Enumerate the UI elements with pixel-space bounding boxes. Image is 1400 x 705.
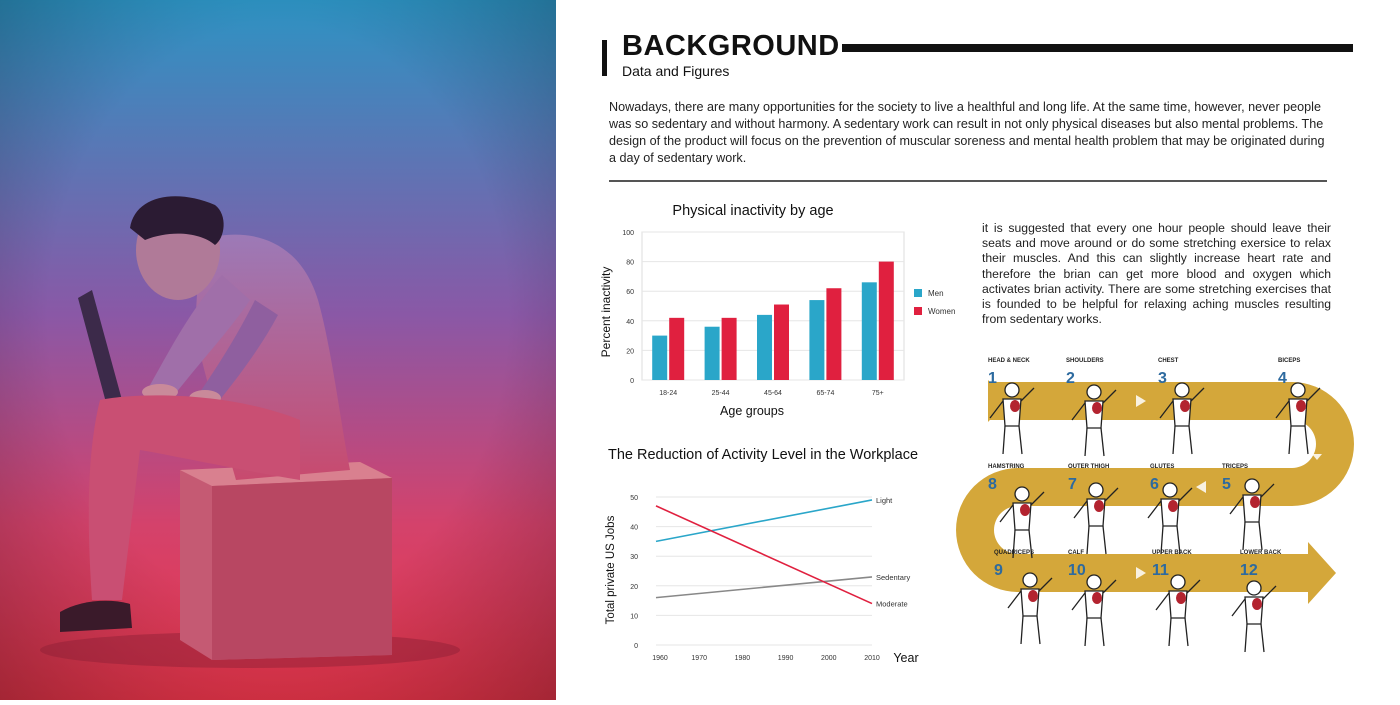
bar-chart-physical-inactivity	[586, 196, 956, 422]
stretch-number: 9	[994, 562, 1003, 579]
stretch-label: UPPER BACK	[1152, 550, 1192, 556]
stretch-label: CALF	[1068, 550, 1084, 556]
stretch-label: LOWER BACK	[1240, 550, 1282, 556]
stretch-label: HEAD & NECK	[988, 358, 1030, 364]
stretch-recommendation-text: it is suggested that every one hour people should leave their seats and move around or do some stretching exersice to relax their muscles. And this can slightly increase heart rate and therefore the brian can get more blood and oxygen which activates brian activity. There are some stretching exercises that is founded to be helpful for relaxing aching muscles resulting from sedentary works.	[982, 221, 1331, 327]
bar-xtick-label: 45-64	[764, 390, 782, 397]
line-xtick-label: 1990	[777, 655, 794, 662]
stretch-label: BICEPS	[1278, 358, 1301, 364]
legend-swatch-women	[914, 307, 922, 315]
bar-ytick-label: 0	[630, 378, 634, 385]
stretch-number: 8	[988, 476, 997, 493]
bar-men-75+	[862, 282, 877, 380]
bar-women-45-64	[774, 305, 789, 380]
man-on-laptop-illustration	[0, 0, 556, 700]
stretch-label: CHEST	[1158, 358, 1179, 364]
line-xtick-label: 1960	[652, 655, 668, 662]
line-chart-title: The Reduction of Activity Level in the Workplace	[607, 447, 919, 463]
line-xtick-label: 2010	[864, 655, 880, 662]
stretch-label: GLUTES	[1150, 464, 1175, 470]
stretch-number: 12	[1240, 562, 1258, 579]
header-rule	[842, 44, 1353, 52]
stretch-number: 11	[1152, 562, 1169, 579]
bar-ytick-label: 40	[626, 318, 634, 326]
bar-xtick-label: 18-24	[659, 390, 678, 397]
stretch-label: OUTER THIGH	[1068, 464, 1110, 470]
line-xtick-label: 1970	[691, 655, 707, 662]
stretch-number: 4	[1278, 370, 1287, 387]
line-chart-xlabel: Year	[893, 651, 919, 665]
bar-xtick-label: 65-74	[816, 390, 835, 397]
section-divider	[609, 180, 1327, 182]
stretch-number: 3	[1158, 370, 1167, 387]
line-label-light: Light	[876, 495, 893, 505]
line-ytick-label: 50	[630, 495, 638, 502]
content-page	[556, 0, 1400, 700]
stretch-label: QUADRICEPS	[994, 550, 1035, 556]
stretch-number: 7	[1068, 476, 1077, 493]
stretch-number: 1	[988, 370, 997, 387]
page-subtitle: Data and Figures	[622, 63, 730, 79]
stretch-label: HAMSTRING	[988, 464, 1025, 470]
bar-xtick-label: 75+	[871, 390, 884, 397]
line-ytick-label: 0	[634, 643, 638, 650]
legend-swatch-men	[914, 289, 922, 297]
line-label-moderate: Moderate	[876, 599, 908, 609]
bar-women-25-44	[722, 318, 737, 380]
line-ytick-label: 20	[630, 583, 638, 591]
line-ytick-label: 10	[630, 613, 638, 621]
stretch-label: TRICEPS	[1222, 464, 1249, 470]
page-title: BACKGROUND	[622, 30, 840, 62]
bar-ytick-label: 100	[622, 230, 634, 237]
bar-chart-title: Physical inactivity by age	[672, 203, 834, 219]
line-chart-ylabel: Total private US Jobs	[605, 515, 617, 625]
bar-women-75+	[879, 262, 894, 380]
intro-paragraph: Nowadays, there are many opportunities for the society to live a healthful and long life. At the same time, however, never people was so sedentary and without harmony. A sedentary work can result in not only physical diseases but also mental problems. The design of the product will focus on the prevention of muscular soreness and mental health problem that may be originated during a day of sedentary work.	[609, 100, 1325, 165]
line-series-sedentary	[656, 577, 872, 598]
bar-men-65-74	[809, 300, 824, 380]
bar-ytick-label: 60	[626, 289, 634, 297]
bar-men-18-24	[652, 336, 667, 380]
bar-women-18-24	[669, 318, 684, 380]
bar-chart-ylabel: Percent inactivity	[599, 266, 613, 358]
line-chart-activity-reduction	[592, 440, 952, 672]
stretch-number: 10	[1068, 562, 1086, 579]
stretch-number: 2	[1066, 370, 1075, 387]
line-ytick-label: 40	[630, 524, 638, 532]
line-xtick-label: 1980	[734, 655, 751, 662]
stretch-label: SHOULDERS	[1066, 358, 1104, 364]
bar-chart-xlabel: Age groups	[720, 404, 784, 418]
stretch-number: 6	[1150, 476, 1159, 493]
bar-men-45-64	[757, 315, 772, 380]
legend-label-women: Women	[928, 307, 956, 316]
bar-ytick-label: 80	[626, 259, 634, 267]
bar-men-25-44	[705, 327, 720, 380]
stretch-exercises-infographic	[982, 350, 1346, 668]
stretch-number: 5	[1222, 476, 1231, 493]
bar-ytick-label: 20	[626, 348, 634, 356]
title-accent-bar	[602, 40, 607, 76]
bar-women-65-74	[826, 288, 841, 380]
hero-photo	[0, 0, 556, 700]
bar-xtick-label: 25-44	[711, 390, 730, 397]
line-ytick-label: 30	[630, 554, 638, 562]
line-xtick-label: 2000	[821, 655, 837, 662]
legend-label-men: Men	[928, 289, 944, 298]
line-label-sedentary: Sedentary	[876, 572, 911, 582]
